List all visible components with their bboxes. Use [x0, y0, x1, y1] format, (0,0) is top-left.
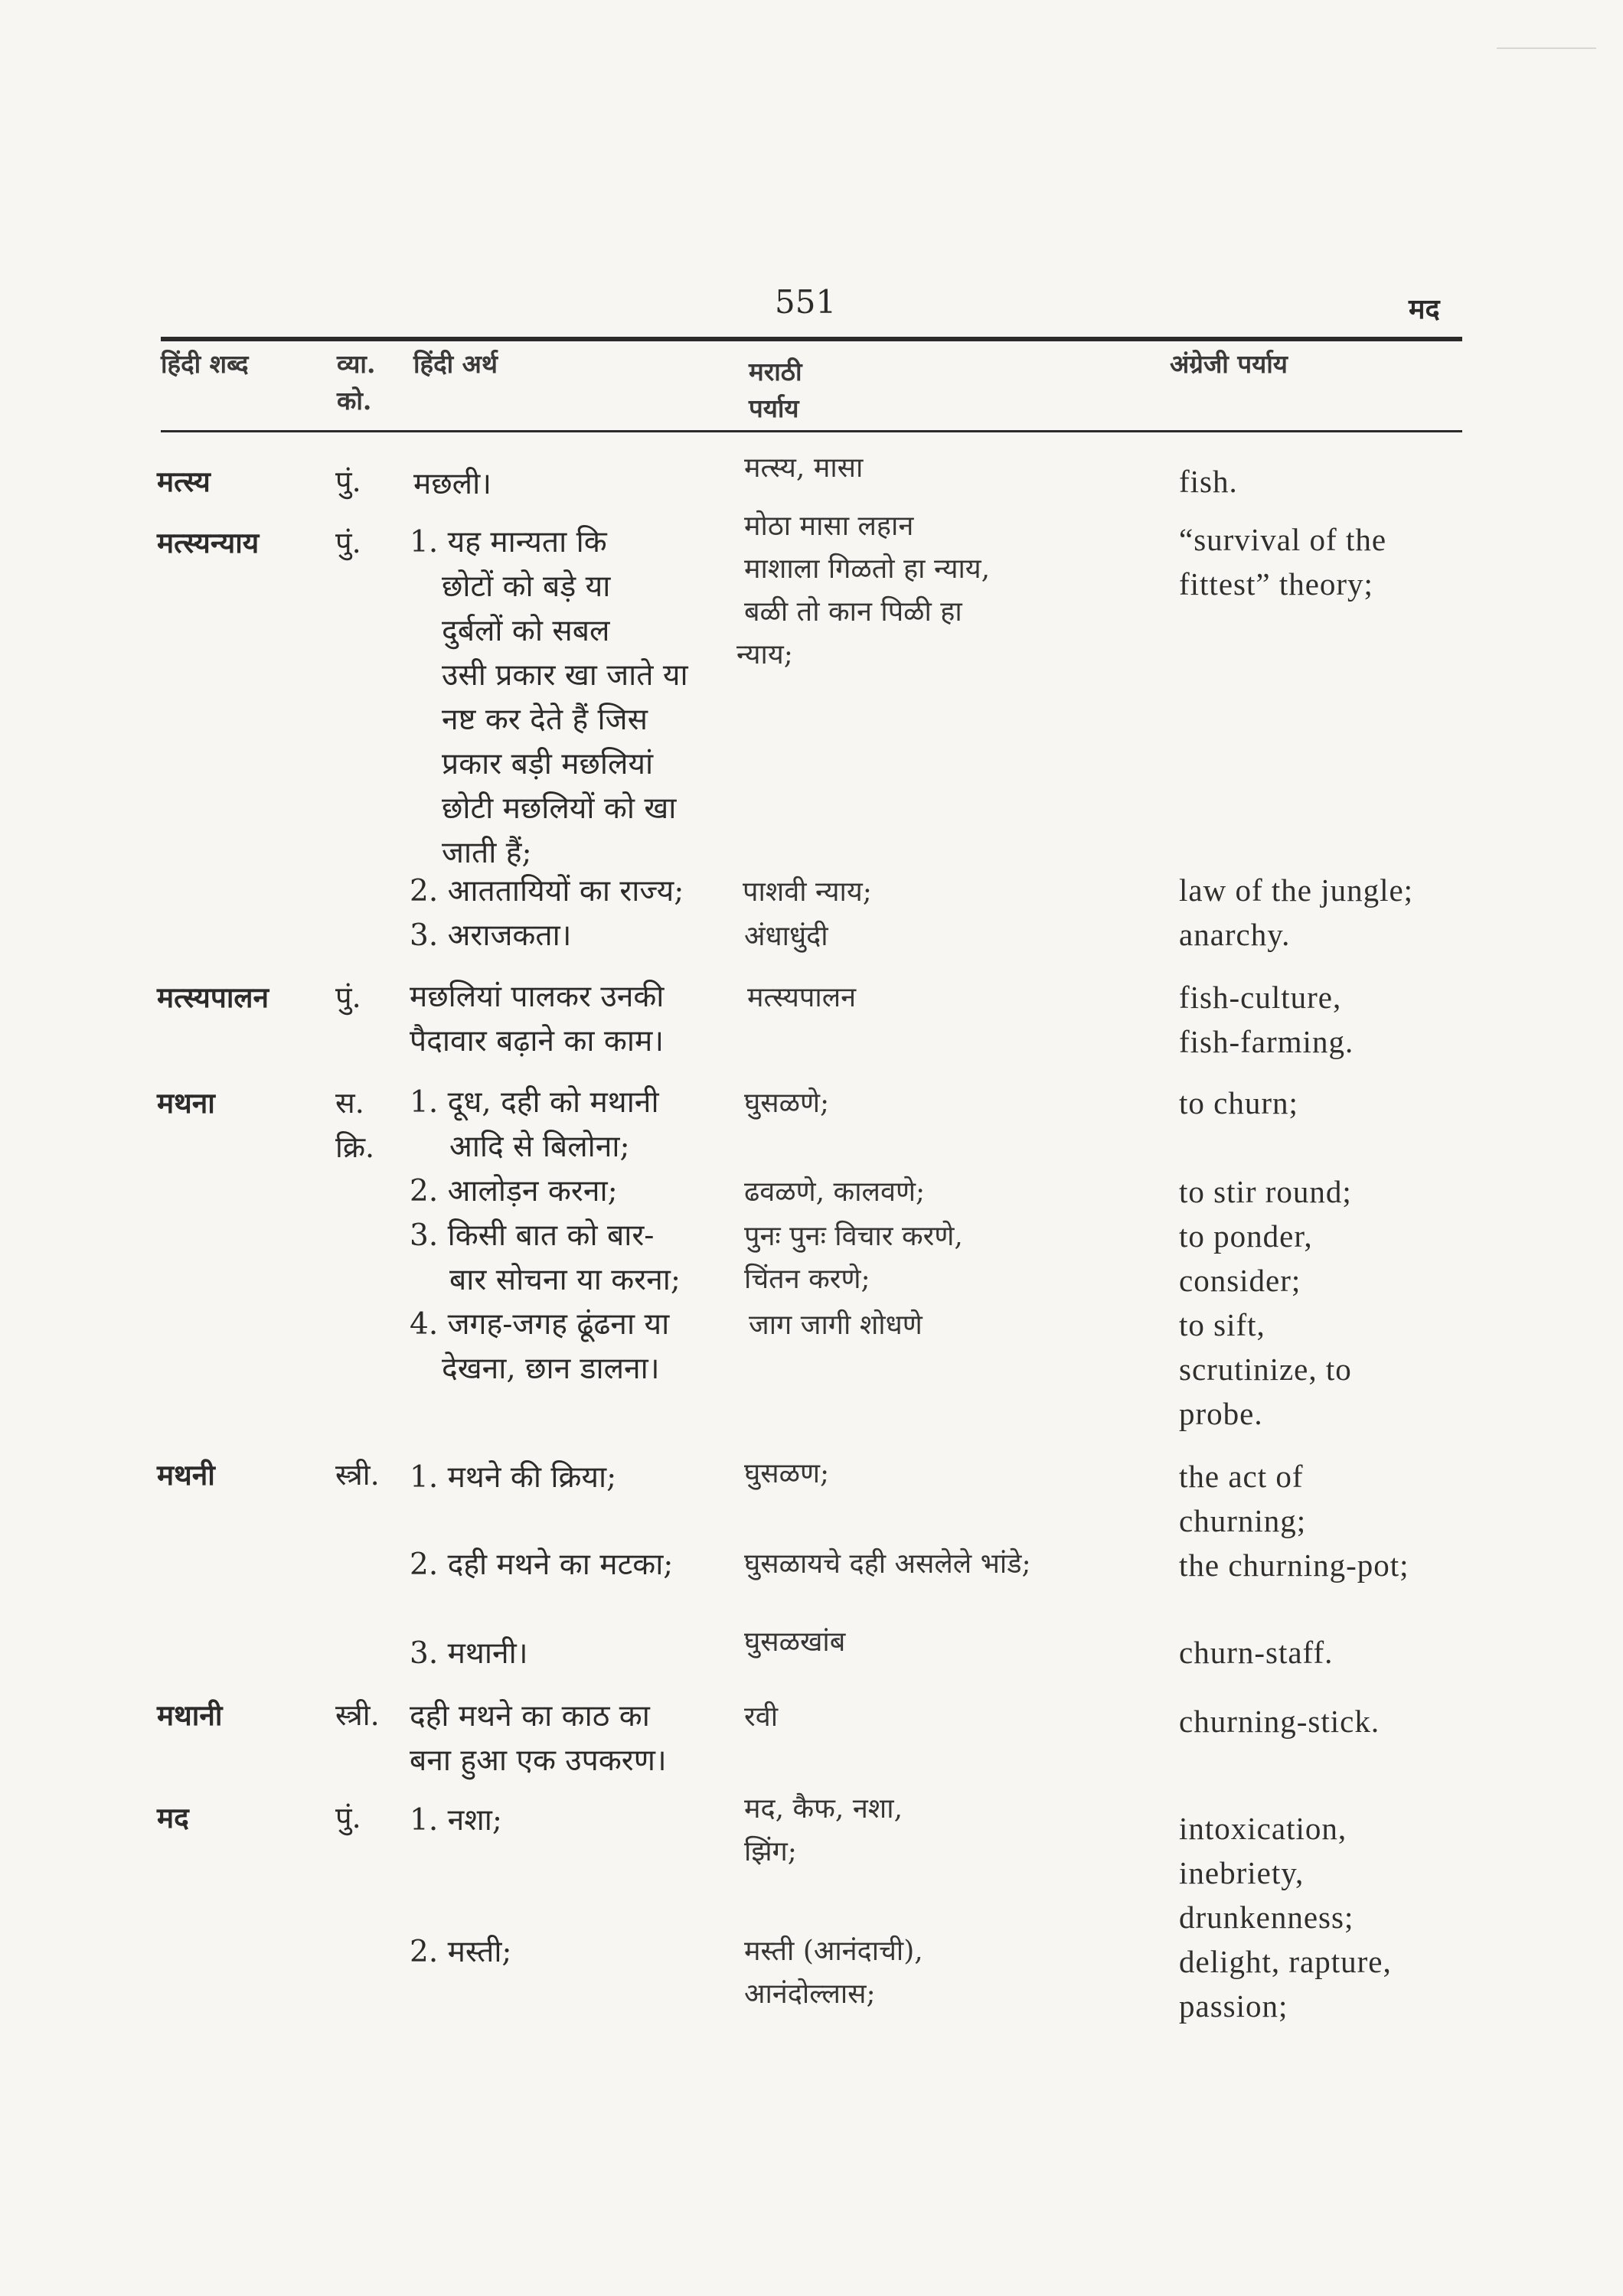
hindi-meaning-mathni-1: 1. मथने की क्रिया; [410, 1460, 617, 1495]
col-head-english: अंग्रेजी पर्याय [1170, 349, 1288, 379]
marathi-matsyanyay-2: पाशवी न्याय; [743, 876, 872, 908]
english-mad-1: intoxication, inebriety, drunkenness; [1179, 1811, 1354, 1935]
english-mathni-3: churn-staff. [1179, 1635, 1334, 1670]
headword-matsyapalan: मत्स्यपालन [157, 980, 269, 1014]
hindi-meaning-matsyanyay-2: 2. आततायियों का राज्य; [410, 874, 684, 908]
english-mathna-3: to ponder, consider; [1179, 1218, 1313, 1298]
english-matsyanyay-3: anarchy. [1179, 917, 1291, 952]
page-number: 551 [775, 283, 837, 321]
english-matsyanyay-2: law of the jungle; [1179, 872, 1414, 908]
scan-mark [1497, 47, 1596, 49]
hindi-meaning-mad-2: 2. मस्ती; [410, 1935, 512, 1969]
marathi-mathni-2: घुसळायचे दही असलेले भांडे; [744, 1548, 1031, 1580]
header-bottom-rule [161, 430, 1462, 432]
hindi-meaning-mathani: दही मथने का काठ का बना हुआ एक उपकरण। [410, 1699, 667, 1778]
marathi-matsyanyay-1: मोठा मासा लहान माशाला गिळतो हा न्याय, बळी तो कान पिळी हा न्याय; [736, 510, 991, 670]
hindi-meaning-mathni-2: 2. दही मथने का मटका; [410, 1548, 674, 1582]
headword-mathni: मथनी [157, 1458, 215, 1492]
grammar-mathani: स्त्री. [335, 1698, 380, 1732]
hindi-meaning-matsyanyay-3: 3. अराजकता। [410, 918, 572, 953]
marathi-mad-1: मद, कैफ, नशा, झिंग; [744, 1793, 903, 1867]
marathi-matsyapalan: मत्स्यपालन [747, 982, 857, 1013]
marathi-mathni-1: घुसळण; [744, 1458, 830, 1489]
english-matsyanyay-1: “survival of the fittest” theory; [1179, 522, 1387, 602]
hindi-meaning-matsyanyay-1: 1. यह मान्यता कि छोटों को बड़े या दुर्बलों को सबल उसी प्रकार खा जाते या नष्ट कर देते हैं जिस प्रकार बड़ी मछलियां छोटी मछलियों को खा जाती हैं; [410, 525, 688, 870]
marathi-mathani: रवी [744, 1701, 779, 1733]
hindi-meaning-matsyapalan: मछलियां पालकर उनकी पैदावार बढ़ाने का काम। [410, 980, 665, 1058]
english-mathni-2: the churning-pot; [1179, 1548, 1409, 1583]
english-mad-2: delight, rapture, passion; [1179, 1944, 1392, 2024]
hindi-meaning-mathna-3: 3. किसी बात को बार- बार सोचना या करना; [410, 1218, 681, 1297]
hindi-meaning-mad-1: 1. नशा; [410, 1803, 503, 1838]
english-matsyapalan: fish-culture, fish-farming. [1179, 980, 1354, 1059]
headword-mathna: मथना [157, 1086, 215, 1120]
headword-mad: मद [157, 1801, 189, 1835]
marathi-mathna-4: जाग जागी शोधणे [749, 1309, 923, 1341]
col-head-hindi-word: हिंदी शब्द [161, 349, 249, 379]
hindi-meaning-mathna-1: 1. दूध, दही को मथानी आदि से बिलोना; [410, 1085, 659, 1164]
english-mathna-2: to stir round; [1179, 1174, 1352, 1209]
col-head-hindi-meaning: हिंदी अर्थ [413, 349, 498, 379]
grammar-mathni: स्त्री. [335, 1458, 380, 1492]
marathi-mathni-3: घुसळखांब [744, 1626, 846, 1658]
english-matsya: fish. [1179, 464, 1238, 499]
grammar-matsyapalan: पुं. [335, 980, 361, 1014]
headword-mathani: मथानी [157, 1698, 223, 1732]
header-top-rule [161, 337, 1462, 341]
headword-matsyanyay: मत्स्यन्याय [157, 526, 260, 559]
headword-matsya: मत्स्य [157, 465, 211, 498]
col-head-marathi: मराठी पर्याय [749, 357, 802, 423]
marathi-mathna-3: पुनः पुनः विचार करणे, चिंतन करणे; [744, 1221, 963, 1295]
marathi-mad-2: मस्ती (आनंदाची), आनंदोल्लास; [744, 1936, 923, 2010]
col-head-grammar: व्या. को. [337, 349, 376, 416]
grammar-matsya: पुं. [335, 465, 361, 498]
english-mathni-1: the act of churning; [1179, 1459, 1307, 1538]
grammar-mad: पुं. [335, 1801, 361, 1835]
running-head: मद [1409, 293, 1440, 325]
marathi-matsyanyay-3: अंधाधुंदी [744, 921, 828, 952]
hindi-meaning-mathna-4: 4. जगह-जगह ढूंढना या देखना, छान डालना। [410, 1307, 670, 1386]
marathi-mathna-1: घुसळणे; [744, 1088, 830, 1119]
english-mathani: churning-stick. [1179, 1704, 1380, 1739]
english-mathna-1: to churn; [1179, 1085, 1298, 1120]
grammar-mathna: स. क्रि. [335, 1086, 375, 1164]
hindi-meaning-mathna-2: 2. आलोड़न करना; [410, 1174, 618, 1208]
marathi-mathna-2: ढवळणे, कालवणे; [744, 1176, 926, 1208]
hindi-meaning-matsya: मछली। [413, 467, 491, 501]
hindi-meaning-mathni-3: 3. मथानी। [410, 1636, 528, 1671]
grammar-matsyanyay: पुं. [335, 526, 361, 559]
english-mathna-4: to sift, scrutinize, to probe. [1179, 1307, 1352, 1431]
marathi-matsya: मत्स्य, मासा [744, 452, 864, 484]
